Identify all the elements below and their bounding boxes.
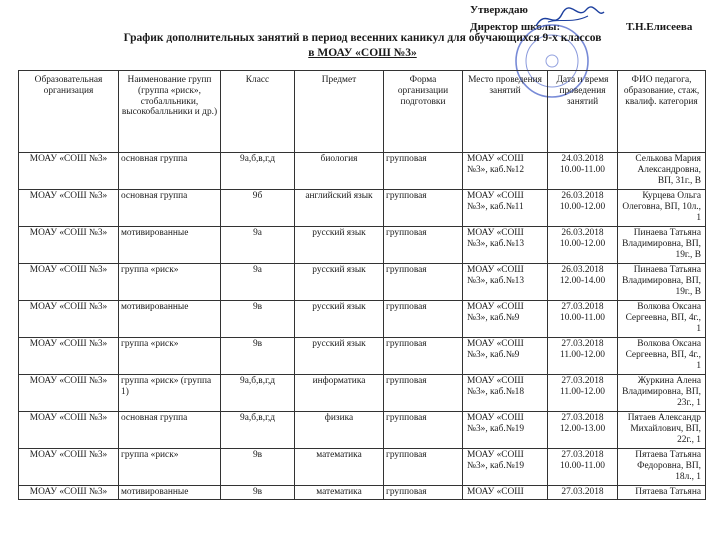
cell-datetime	[548, 301, 618, 338]
cell-form: групповая	[384, 190, 463, 227]
cell-group: группа «риск» (группа 1)	[119, 375, 221, 412]
cell-class: 9в	[221, 486, 295, 500]
cell-group: мотивированные	[119, 227, 221, 264]
table-row	[19, 190, 706, 227]
cell-subject: русский язык	[295, 338, 384, 375]
director-name: Т.Н.Елисеева	[626, 21, 693, 33]
cell-subject: русский язык	[295, 301, 384, 338]
table-row	[19, 301, 706, 338]
column-header: Наименование групп (группа «риск», стобалльники, высокобалльники и др.)	[119, 71, 221, 153]
cell-date: 26.03.2018	[561, 191, 604, 201]
cell-org: МОАУ «СОШ №3»	[19, 227, 119, 264]
cell-org: МОАУ «СОШ №3»	[19, 190, 119, 227]
cell-datetime	[548, 449, 618, 486]
cell-form: групповая	[384, 264, 463, 301]
cell-class: 9а,б,в,г,д	[221, 375, 295, 412]
cell-group: мотивированные	[119, 486, 221, 500]
cell-subject: информатика	[295, 375, 384, 412]
cell-group: группа «риск»	[119, 264, 221, 301]
cell-teacher: Пятаева Татьяна	[618, 486, 706, 500]
cell-class: 9а,б,в,г,д	[221, 412, 295, 449]
cell-org: МОАУ «СОШ №3»	[19, 375, 119, 412]
cell-class: 9а,б,в,г,д	[221, 153, 295, 190]
column-header: Предмет	[295, 71, 384, 153]
column-header: Место проведения занятий	[463, 71, 548, 153]
table-row	[19, 412, 706, 449]
cell-org: МОАУ «СОШ №3»	[19, 486, 119, 500]
cell-place: МОАУ «СОШ	[463, 486, 548, 500]
column-header: Класс	[221, 71, 295, 153]
cell-subject: математика	[295, 449, 384, 486]
page-subtitle: в МОАУ «СОШ №3»	[308, 47, 417, 59]
cell-form: групповая	[384, 449, 463, 486]
cell-teacher: Пятаев Александр Михайлович, ВП, 22г., 1	[618, 412, 706, 449]
cell-date: 26.03.2018	[561, 228, 604, 238]
cell-form: групповая	[384, 486, 463, 500]
cell-org: МОАУ «СОШ №3»	[19, 338, 119, 375]
cell-place: МОАУ «СОШ №3», каб.№9	[463, 301, 548, 338]
cell-place: МОАУ «СОШ №3», каб.№9	[463, 338, 548, 375]
cell-group: мотивированные	[119, 301, 221, 338]
cell-teacher: Пинаева Татьяна Владимировна, ВП, 19г., В	[618, 227, 706, 264]
table-row	[19, 375, 706, 412]
cell-org: МОАУ «СОШ №3»	[19, 264, 119, 301]
cell-datetime	[548, 264, 618, 301]
cell-subject: биология	[295, 153, 384, 190]
cell-subject: английский язык	[295, 190, 384, 227]
cell-time: 10.00-12.00	[559, 238, 606, 249]
cell-datetime	[548, 227, 618, 264]
cell-time: 10.00-11.00	[560, 312, 605, 323]
cell-date: 26.03.2018	[561, 265, 604, 275]
cell-org: МОАУ «СОШ №3»	[19, 449, 119, 486]
table-row	[19, 264, 706, 301]
cell-group: группа «риск»	[119, 449, 221, 486]
cell-org: МОАУ «СОШ №3»	[19, 412, 119, 449]
director-label: Директор школы:	[470, 21, 561, 33]
cell-org: МОАУ «СОШ №3»	[19, 301, 119, 338]
cell-teacher: Журкина Алена Владимировна, ВП, 23г., 1	[618, 375, 706, 412]
cell-datetime	[548, 153, 618, 190]
cell-place: МОАУ «СОШ №3», каб.№19	[463, 449, 548, 486]
schedule-table	[18, 70, 706, 500]
cell-date: 27.03.2018	[561, 413, 604, 423]
cell-group: основная группа	[119, 190, 221, 227]
cell-time: 11.00-12.00	[560, 349, 605, 360]
table-row	[19, 227, 706, 264]
cell-class: 9в	[221, 449, 295, 486]
column-header: Образовательная организация	[19, 71, 119, 153]
cell-org: МОАУ «СОШ №3»	[19, 153, 119, 190]
cell-datetime	[548, 190, 618, 227]
cell-datetime	[548, 412, 618, 449]
page-title: График дополнительных занятий в период весенних каникул для обучающихся 9-х классов	[123, 32, 602, 44]
cell-class: 9б	[221, 190, 295, 227]
cell-group: основная группа	[119, 412, 221, 449]
cell-subject: физика	[295, 412, 384, 449]
cell-subject: русский язык	[295, 227, 384, 264]
cell-datetime	[548, 375, 618, 412]
cell-teacher: Волкова Оксана Сергеевна, ВП, 4г., 1	[618, 301, 706, 338]
cell-time: 11.00-12.00	[560, 386, 605, 397]
approve-label: Утверждаю	[470, 4, 528, 16]
cell-group: основная группа	[119, 153, 221, 190]
cell-teacher: Селькова Мария Александровна, ВП, 31г., В	[618, 153, 706, 190]
cell-teacher: Курцева Ольга Олеговна, ВП, 10л., 1	[618, 190, 706, 227]
cell-time: 10.00-12.00	[559, 201, 606, 212]
cell-place: МОАУ «СОШ №3», каб.№12	[463, 153, 548, 190]
cell-class: 9в	[221, 301, 295, 338]
cell-teacher: Пинаева Татьяна Владимировна, ВП, 19г., В	[618, 264, 706, 301]
cell-form: групповая	[384, 301, 463, 338]
cell-date: 27.03.2018	[561, 450, 604, 460]
cell-date: 27.03.2018	[561, 339, 604, 349]
cell-time: 12.00-14.00	[559, 275, 606, 286]
cell-group: группа «риск»	[119, 338, 221, 375]
cell-date: 27.03.2018	[561, 376, 604, 386]
cell-time: 12.00-13.00	[559, 423, 606, 434]
cell-form: групповая	[384, 338, 463, 375]
cell-class: 9а	[221, 264, 295, 301]
table-row	[19, 338, 706, 375]
table-header-row	[19, 71, 706, 153]
cell-teacher: Пятаева Татьяна Федоровна, ВП, 18л., 1	[618, 449, 706, 486]
cell-place: МОАУ «СОШ №3», каб.№13	[463, 264, 548, 301]
cell-form: групповая	[384, 375, 463, 412]
column-header: ФИО педагога, образование, стаж, квалиф. категория	[618, 71, 706, 153]
cell-time: 10.00-11.00	[560, 164, 605, 175]
table-row	[19, 449, 706, 486]
cell-place: МОАУ «СОШ №3», каб.№11	[463, 190, 548, 227]
column-header: Форма организации подготовки	[384, 71, 463, 153]
cell-datetime	[548, 486, 618, 500]
cell-subject: математика	[295, 486, 384, 500]
cell-date: 27.03.2018	[561, 487, 604, 497]
cell-class: 9в	[221, 338, 295, 375]
cell-time: 10.00-11.00	[560, 460, 605, 471]
cell-datetime	[548, 338, 618, 375]
cell-place: МОАУ «СОШ №3», каб.№19	[463, 412, 548, 449]
cell-form: групповая	[384, 153, 463, 190]
cell-class: 9а	[221, 227, 295, 264]
cell-form: групповая	[384, 227, 463, 264]
cell-date: 24.03.2018	[561, 154, 604, 164]
cell-date: 27.03.2018	[561, 302, 604, 312]
table-row	[19, 153, 706, 190]
cell-place: МОАУ «СОШ №3», каб.№18	[463, 375, 548, 412]
cell-place: МОАУ «СОШ №3», каб.№13	[463, 227, 548, 264]
cell-teacher: Волкова Оксана Сергеевна, ВП, 4г., 1	[618, 338, 706, 375]
column-header: Дата и время проведения занятий	[548, 71, 618, 153]
cell-subject: русский язык	[295, 264, 384, 301]
table-row	[19, 486, 706, 500]
cell-form: групповая	[384, 412, 463, 449]
